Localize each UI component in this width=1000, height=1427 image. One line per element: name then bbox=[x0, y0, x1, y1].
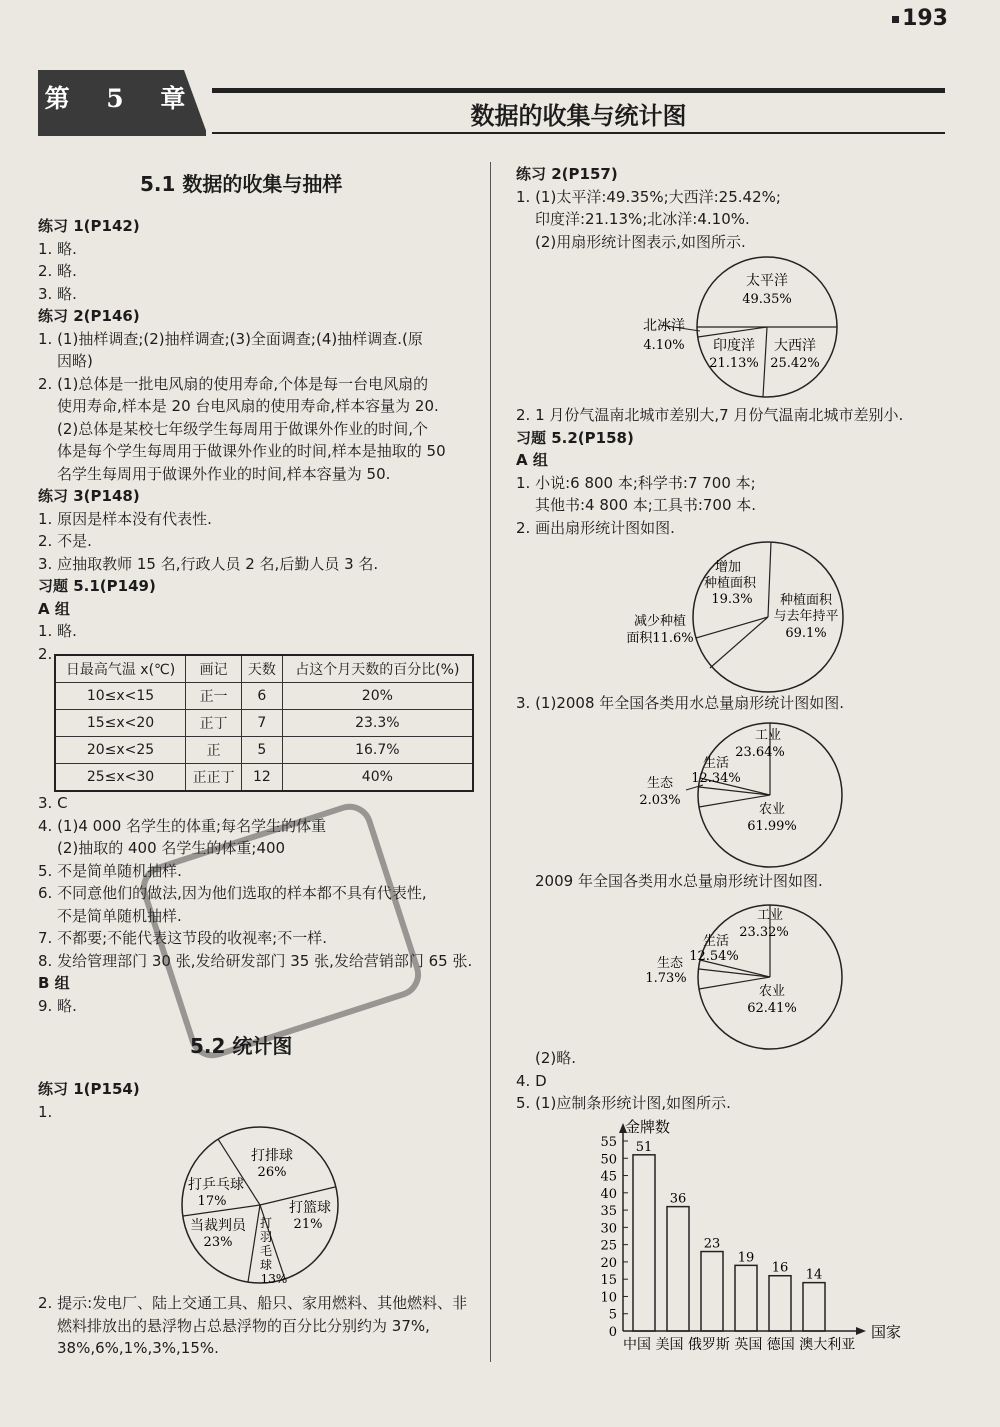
section-title-5-1: 5.1 数据的收集与抽样 bbox=[140, 172, 343, 196]
table-header: 占这个月天数的百分比(%) bbox=[282, 655, 473, 683]
bar-value-label: 51 bbox=[635, 1139, 653, 1155]
pie-value: 4.10% bbox=[643, 338, 685, 353]
bar-value-label: 36 bbox=[669, 1191, 687, 1207]
pie-value: 面积11.6% bbox=[626, 631, 694, 646]
table-cell: 7 bbox=[242, 710, 283, 737]
answer-line: 6. 不同意他们的做法,因为他们选取的样本都不具有代表性, bbox=[38, 884, 427, 902]
table-header-row bbox=[55, 655, 473, 683]
answer-line: 其他书:4 800 本;工具书:700 本. bbox=[535, 496, 757, 514]
table-cell: 20% bbox=[282, 683, 473, 710]
pie-chart-water-2008 bbox=[630, 715, 845, 875]
right-answer-3 bbox=[516, 692, 844, 715]
pie-label: 生态 bbox=[646, 776, 674, 791]
chapter-tab: 第 5 章 bbox=[38, 70, 206, 136]
answer-line: 使用寿命,样本是 20 台电风扇的使用寿命,样本容量为 20. bbox=[57, 397, 439, 415]
answer-line: (2)略. bbox=[535, 1049, 577, 1067]
answer-line: 38%,6%,1%,3%,15%. bbox=[57, 1339, 219, 1357]
table-cell: 12 bbox=[242, 764, 283, 792]
answer-line: 2. bbox=[38, 644, 53, 663]
y-tick-label: 0 bbox=[608, 1325, 617, 1340]
pie-label: 太平洋 bbox=[746, 273, 788, 289]
answer-line: 不是简单随机抽样. bbox=[57, 906, 182, 925]
table-cell: 10≤x<15 bbox=[55, 683, 186, 710]
right-answers-5 bbox=[516, 1047, 731, 1115]
bar bbox=[769, 1276, 791, 1331]
y-tick-label: 15 bbox=[600, 1273, 617, 1289]
right-answers-1 bbox=[516, 163, 781, 253]
bar bbox=[803, 1283, 825, 1331]
pie-chart-water-2009 bbox=[630, 897, 845, 1057]
answer-line: 2. 1 月份气温南北城市差别大,7 月份气温南北城市差别小. bbox=[516, 406, 904, 424]
bar bbox=[667, 1207, 689, 1331]
table-row bbox=[55, 737, 473, 764]
bar bbox=[735, 1265, 757, 1331]
answer-line: 4. D bbox=[516, 1071, 547, 1090]
answer-line: 7. 不都要;不能代表这节段的收视率;不一样. bbox=[38, 929, 327, 947]
pie-label: 农业 bbox=[758, 802, 786, 817]
answer-line: 2. 画出扇形统计图如图. bbox=[516, 518, 675, 537]
answer-line: (2)用扇形统计图表示,如图所示. bbox=[535, 232, 746, 251]
pie-value: 62.41% bbox=[747, 1001, 797, 1016]
pie-value: 12.54% bbox=[689, 949, 739, 964]
section-heading: A 组 bbox=[516, 451, 548, 469]
section-heading: 习题 5.2(P158) bbox=[516, 428, 634, 447]
y-tick-label: 35 bbox=[600, 1204, 617, 1220]
section-heading: B 组 bbox=[38, 974, 70, 992]
y-tick-label: 50 bbox=[600, 1152, 617, 1168]
y-tick-label: 25 bbox=[600, 1238, 617, 1254]
pie-label: 羽 bbox=[259, 1230, 273, 1244]
column-divider bbox=[490, 162, 491, 1362]
pie-label: 打排球 bbox=[251, 1148, 293, 1164]
pie-value: 17% bbox=[197, 1194, 227, 1209]
chapter-title: 数据的收集与统计图 bbox=[470, 102, 687, 130]
pie-chart-oceans bbox=[630, 255, 850, 400]
pie-label: 种植面积 bbox=[703, 576, 757, 591]
table-cell: 25≤x<30 bbox=[55, 764, 186, 792]
left-answers-1 bbox=[38, 215, 446, 665]
answer-line: 名学生每周用于做课外作业的时间,样本容量为 50. bbox=[57, 464, 391, 483]
pie-value: 23.32% bbox=[739, 925, 789, 940]
answer-line: 5. (1)应制条形统计图,如图所示. bbox=[516, 1094, 731, 1112]
bar-value-label: 23 bbox=[703, 1236, 721, 1252]
table-cell: 20≤x<25 bbox=[55, 737, 186, 764]
pie-value: 49.35% bbox=[742, 292, 792, 307]
y-tick-label: 20 bbox=[600, 1255, 617, 1271]
bar-value-label: 16 bbox=[771, 1260, 789, 1276]
pie-value: 12.34% bbox=[691, 771, 741, 786]
table-cell: 15≤x<20 bbox=[55, 710, 186, 737]
table-cell: 正丁 bbox=[186, 710, 242, 737]
table-row bbox=[55, 710, 473, 737]
pie-label: 生态 bbox=[656, 956, 684, 971]
answer-line: 1. 原因是样本没有代表性. bbox=[38, 509, 212, 528]
answer-line: 2009 年全国各类用水总量扇形统计图如图. bbox=[535, 872, 823, 890]
pie-value: 13% bbox=[260, 1272, 288, 1286]
pie-label: 农业 bbox=[758, 984, 786, 999]
bar bbox=[701, 1252, 723, 1331]
section-heading: A 组 bbox=[38, 599, 70, 618]
table-cell: 正 bbox=[186, 737, 242, 764]
answer-line: 9. 略. bbox=[38, 996, 77, 1015]
pie-label: 工业 bbox=[756, 908, 784, 923]
pie-label: 毛 bbox=[259, 1244, 273, 1258]
pie-label: 当裁判员 bbox=[190, 1218, 246, 1234]
pie-label: 生活 bbox=[702, 756, 730, 771]
page-number: 193 bbox=[892, 6, 948, 31]
section-title-5-2: 5.2 统计图 bbox=[190, 1034, 293, 1058]
bar-chart-bars bbox=[633, 1140, 825, 1331]
answer-line: (2)总体是某校七年级学生每周用于做课外作业的时间,个 bbox=[57, 419, 429, 438]
answer-line: 2. 略. bbox=[38, 262, 77, 280]
answer-line: 1. (1)抽样调查;(2)抽样调查;(3)全面调查;(4)抽样调查.(原 bbox=[38, 329, 423, 348]
table-cell: 正正丁 bbox=[186, 764, 242, 792]
answer-line: 3. (1)2008 年全国各类用水总量扇形统计图如图. bbox=[516, 694, 845, 712]
pie-label: 印度洋 bbox=[713, 338, 755, 354]
pie-value: 69.1% bbox=[785, 626, 827, 641]
table-cell: 16.7% bbox=[282, 737, 473, 764]
pie-value: 1.73% bbox=[645, 971, 687, 986]
answer-line: 1. 小说:6 800 本;科学书:7 700 本; bbox=[516, 473, 756, 492]
bar-value-label: 14 bbox=[805, 1267, 823, 1283]
pie-value: 25.42% bbox=[770, 356, 820, 371]
pie-label: 打 bbox=[259, 1216, 273, 1230]
answer-line: 体是每个学生每周用于做课外作业的时间,样本是抽取的 50 bbox=[57, 442, 446, 460]
pie-label: 生活 bbox=[702, 934, 730, 949]
left-answers-4 bbox=[38, 1292, 467, 1360]
answer-line: 3. 略. bbox=[38, 284, 77, 303]
answer-line: 5. 不是简单随机抽样. bbox=[38, 861, 182, 880]
section-heading: 习题 5.1(P149) bbox=[38, 577, 156, 595]
y-tick-label: 10 bbox=[600, 1290, 617, 1306]
bar-chart-gold-medals bbox=[585, 1118, 902, 1356]
answer-line: 3. C bbox=[38, 794, 68, 812]
pie-label: 种植面积 bbox=[779, 593, 833, 608]
answer-line: (2)抽取的 400 名学生的体重;400 bbox=[57, 839, 286, 857]
table-cell: 23.3% bbox=[282, 710, 473, 737]
right-answer-4 bbox=[535, 870, 823, 893]
bar-chart-axes bbox=[619, 1123, 866, 1335]
answer-line: 3. 应抽取教师 15 名,行政人员 2 名,后勤人员 3 名. bbox=[38, 554, 379, 573]
answer-line: 2. 提示:发电厂、陆上交通工具、船只、家用燃料、其他燃料、非 bbox=[38, 1294, 468, 1312]
pie-value: 23% bbox=[203, 1235, 233, 1250]
section-heading: 练习 1(P154) bbox=[38, 1080, 140, 1098]
table-header: 日最高气温 x(℃) bbox=[55, 655, 186, 683]
pie-value: 21% bbox=[293, 1217, 323, 1232]
table-cell: 6 bbox=[242, 683, 283, 710]
table-cell: 5 bbox=[242, 737, 283, 764]
table-row bbox=[55, 683, 473, 710]
x-axis-arrow bbox=[856, 1327, 866, 1335]
pie-label: 大西洋 bbox=[774, 338, 816, 354]
answer-line: 1. bbox=[38, 1102, 53, 1121]
y-tick-label: 5 bbox=[608, 1307, 617, 1323]
pie-value: 26% bbox=[257, 1165, 287, 1180]
y-tick-label: 40 bbox=[600, 1186, 617, 1202]
table-cell: 正一 bbox=[186, 683, 242, 710]
right-answers-2 bbox=[516, 404, 903, 539]
section-heading: 练习 2(P157) bbox=[516, 165, 618, 183]
answer-line: 2. (1)总体是一批电风扇的使用寿命,个体是每一台电风扇的 bbox=[38, 374, 429, 393]
bar-chart-ylabel: 金牌数 bbox=[625, 1118, 671, 1136]
bar-chart-category-labels: 中国 美国 俄罗斯 英国 德国 澳大利亚 bbox=[623, 1337, 856, 1353]
pie-chart-activities bbox=[170, 1120, 350, 1290]
left-answers-3 bbox=[38, 1078, 140, 1123]
answer-line: 2. 不是. bbox=[38, 532, 92, 550]
pie-label: 减少种植 bbox=[633, 614, 687, 629]
answer-line: 因略) bbox=[57, 352, 93, 370]
bar bbox=[633, 1155, 655, 1331]
title-rule-bottom bbox=[212, 132, 945, 134]
pie-label: 打篮球 bbox=[289, 1200, 331, 1216]
pie-label: 打乒乓球 bbox=[188, 1177, 244, 1193]
pie-value: 23.64% bbox=[735, 745, 785, 760]
bar-value-label: 19 bbox=[737, 1250, 755, 1266]
title-rule-top bbox=[212, 88, 945, 93]
y-tick-label: 55 bbox=[600, 1135, 617, 1150]
section-heading: 练习 2(P146) bbox=[38, 307, 140, 325]
answer-line: 1. 略. bbox=[38, 622, 77, 640]
temperature-table bbox=[54, 654, 474, 792]
pie-label: 增加 bbox=[714, 560, 742, 575]
answer-line: 1. (1)太平洋:49.35%;大西洋:25.42%; bbox=[516, 187, 781, 206]
table-cell: 40% bbox=[282, 764, 473, 792]
section-heading: 练习 1(P142) bbox=[38, 217, 140, 235]
pie-value: 21.13% bbox=[709, 356, 759, 371]
bar-chart-ticks bbox=[600, 1135, 628, 1340]
answer-line: 印度洋:21.13%;北冰洋:4.10%. bbox=[535, 210, 750, 228]
y-tick-label: 30 bbox=[600, 1221, 617, 1237]
answer-line: 4. (1)4 000 名学生的体重;每名学生的体重 bbox=[38, 816, 327, 835]
table-header: 天数 bbox=[242, 655, 283, 683]
pie-label: 球 bbox=[259, 1258, 273, 1272]
pie-label: 与去年持平 bbox=[773, 609, 839, 624]
section-heading: 练习 3(P148) bbox=[38, 487, 140, 505]
table-header: 画记 bbox=[186, 655, 242, 683]
bar-chart-xlabel: 国家 bbox=[871, 1323, 902, 1341]
answer-line: 8. 发给管理部门 30 张,发给研发部门 35 张,发给营销部门 65 张. bbox=[38, 951, 473, 970]
table-row bbox=[55, 764, 473, 792]
pie-chart-land bbox=[610, 538, 850, 696]
pie-label: 工业 bbox=[754, 728, 782, 743]
pie-value: 61.99% bbox=[747, 819, 797, 834]
answer-line: 1. 略. bbox=[38, 239, 77, 258]
pie-value: 19.3% bbox=[711, 592, 753, 607]
y-tick-label: 45 bbox=[600, 1169, 617, 1185]
answer-line: 燃料排放出的悬浮物占总悬浮物的百分比分别约为 37%, bbox=[57, 1316, 430, 1335]
pie-label: 北冰洋 bbox=[643, 318, 685, 334]
pie-value: 2.03% bbox=[639, 793, 681, 808]
